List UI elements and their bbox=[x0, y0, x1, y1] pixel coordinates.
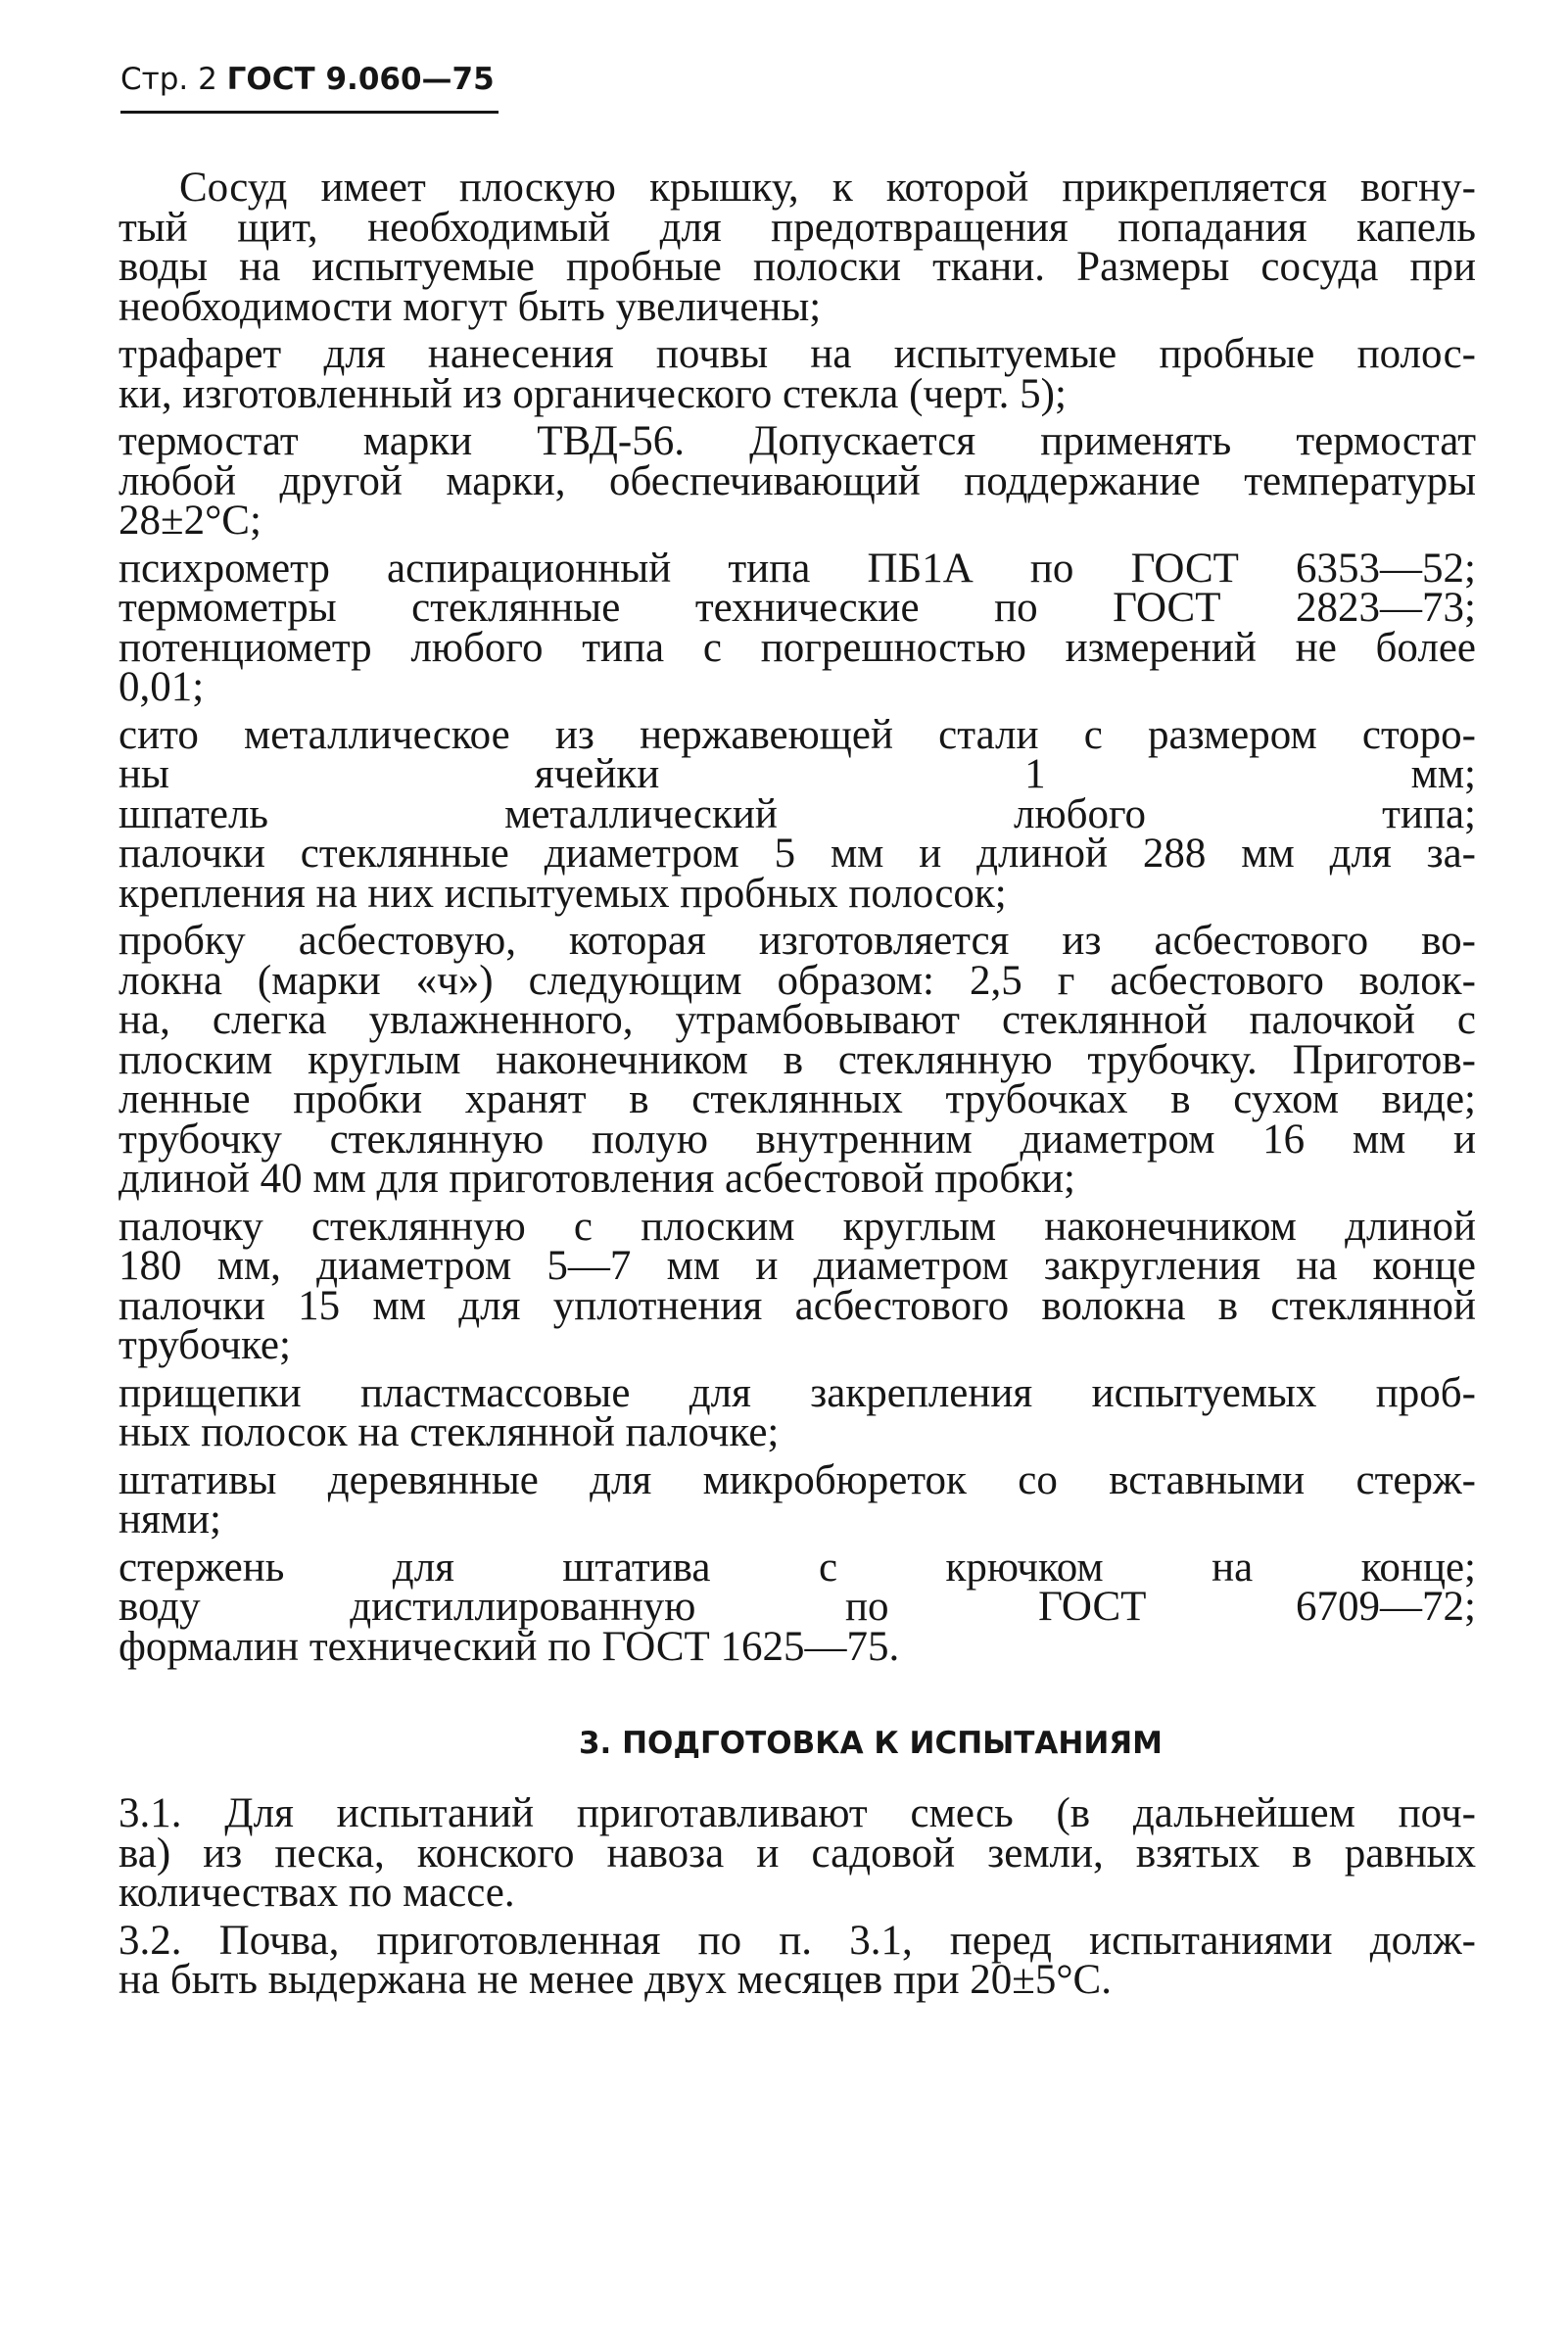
text-line: термометры стеклянные технические по ГОСТ 2823—73; bbox=[119, 585, 1476, 631]
text-line: сито металлическое из нержавеющей стали с размером сторо- bbox=[119, 711, 1476, 758]
text-line: количествах по массе. bbox=[119, 1870, 515, 1916]
text-line: 28±2°С; bbox=[119, 498, 261, 544]
text-line: прищепки пластмассовые для закрепления испытуемых проб- bbox=[119, 1369, 1476, 1416]
text-line: на быть выдержана не менее двух месяцев при 20±5°С. bbox=[119, 1957, 1112, 2003]
text-line: шпатель металлический любого типа; bbox=[119, 790, 1476, 837]
text-line: крепления на них испытуемых пробных полосок; bbox=[119, 870, 1007, 917]
text-line: палочку стеклянную с плоским круглым наконечником длиной bbox=[119, 1203, 1476, 1250]
text-line: формалин технический по ГОСТ 1625—75. bbox=[119, 1623, 900, 1670]
text-line: термостат марки ТВД-56. Допускается применять термостат bbox=[119, 418, 1476, 464]
text-line: штативы деревянные для микробюреток со вставными стерж- bbox=[119, 1456, 1476, 1503]
text-line: на, слегка увлажненного, утрамбовывают стеклянной палочкой с bbox=[119, 997, 1476, 1043]
text-line: ки, изготовленный из органического стекла (черт. 5); bbox=[119, 370, 1067, 417]
text-line: пробку асбестовую, которая изготовляется из асбестового во- bbox=[119, 918, 1476, 964]
text-line: трубочке; bbox=[119, 1322, 291, 1368]
text-line: психрометр аспирационный типа ПБ1А по ГОСТ 6353—52; bbox=[119, 545, 1476, 592]
text-line: 0,01; bbox=[119, 664, 205, 710]
text-line: палочки стеклянные диаметром 5 мм и длиной 288 мм для за- bbox=[119, 831, 1476, 877]
text-line: ных полосок на стеклянной палочке; bbox=[119, 1409, 780, 1455]
text-line: Сосуд имеет плоскую крышку, к которой прикрепляется вогну- bbox=[179, 165, 1476, 211]
text-line: 3.2. Почва, приготовленная по п. 3.1, перед испытаниями долж- bbox=[119, 1917, 1476, 1964]
text-line: 3.1. Для испытаний приготавливают смесь (в дальнейшем поч- bbox=[119, 1790, 1476, 1836]
text-line: воду дистиллированную по ГОСТ 6709—72; bbox=[119, 1584, 1476, 1630]
text-line: потенциометр любого типа с погрешностью измерений не более bbox=[119, 624, 1476, 671]
section-gap bbox=[119, 1667, 1476, 1722]
text-line: воды на испытуемые пробные полоски ткани. Размеры сосуда при bbox=[119, 244, 1476, 290]
text-line: нями; bbox=[119, 1497, 221, 1543]
text-line: 180 мм, диаметром 5—7 мм и диаметром закругления на конце bbox=[119, 1243, 1476, 1289]
text-line: плоским круглым наконечником в стеклянную трубочку. Приготов- bbox=[119, 1036, 1476, 1083]
text-line: длиной 40 мм для приготовления асбестовой пробки; bbox=[119, 1156, 1075, 1202]
standard-number: ГОСТ 9.060—75 bbox=[226, 62, 495, 97]
page-header bbox=[120, 59, 495, 100]
page-number-label: Стр. 2 bbox=[120, 62, 227, 97]
section-title: 3. ПОДГОТОВКА К ИСПЫТАНИЯМ bbox=[578, 1726, 1164, 1761]
text-line: любой другой марки, обеспечивающий поддержание температуры bbox=[119, 457, 1476, 504]
text-line: ва) из песка, конского навоза и садовой земли, взятых в равных bbox=[119, 1830, 1476, 1877]
text-line: палочки 15 мм для уплотнения асбестового волокна в стеклянной bbox=[119, 1282, 1476, 1329]
text-line: тый щит, необходимый для предотвращения попадания капель bbox=[119, 204, 1476, 251]
text-line: трубочку стеклянную полую внутренним диаметром 16 мм и bbox=[119, 1116, 1476, 1163]
text-line: ны ячейки 1 мм; bbox=[119, 751, 1476, 797]
text-line: стержень для штатива с крючком на конце; bbox=[119, 1544, 1476, 1591]
text-line: локна (марки «ч») следующим образом: 2,5 г асбестового волок- bbox=[119, 957, 1476, 1004]
text-line: необходимости могут быть увеличены; bbox=[119, 283, 822, 330]
text-line: трафарет для нанесения почвы на испытуемые пробные полос- bbox=[119, 331, 1476, 377]
header-rule bbox=[120, 111, 499, 114]
document-body bbox=[119, 165, 1476, 2003]
text-line: ленные пробки хранят в стеклянных трубочках в сухом виде; bbox=[119, 1076, 1476, 1122]
